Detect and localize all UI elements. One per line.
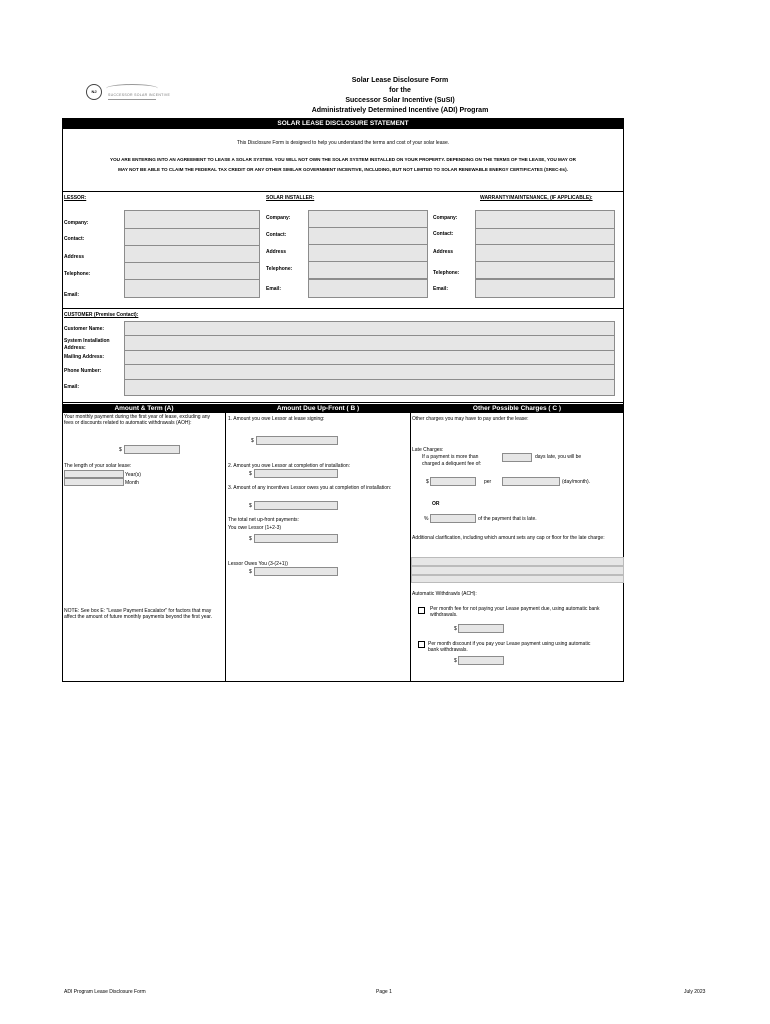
lessor-company-field[interactable] [124, 210, 260, 229]
col-b-item1: 1. Amount you owe Lessor at lease signing: [228, 416, 325, 422]
late-line-2: charged a deliquent fee of: [422, 461, 482, 467]
title-line-2: for the [389, 87, 411, 94]
percent-text: of the payment that is late. [478, 516, 537, 522]
installer-company-field[interactable] [308, 210, 428, 228]
intro-purpose: This Disclosure Form is designed to help you understand the terms and cost of your solar lease. [236, 140, 450, 146]
col-b-item2: 2. Amount you owe Lessor at completion of installation: [228, 463, 351, 469]
installation-label-2: Address: [64, 345, 86, 351]
customer-email-label: Email: [64, 384, 80, 390]
col-b-owes-dollar: $ [249, 569, 252, 575]
col-b-item3: 3. Amount of any incentives Lessor owes you at completion of installation: [228, 485, 392, 491]
col-b-total-line1: The total net up-front payments: [228, 517, 299, 523]
clarification-row-2[interactable] [411, 566, 624, 575]
warranty-contact-label: Contact: [433, 231, 454, 237]
additional-clarification: Additional clarification, including which amount sets any cap or floor for the late charge: [412, 535, 605, 541]
late-line-1: If a payment is more than [422, 454, 479, 460]
years-label: Year(s) [125, 472, 141, 478]
ach-fee-text: Per month fee for not paying your Lease payment due, using automatic bank withdrawals. [430, 606, 600, 618]
lessor-address-label: Address [64, 254, 85, 260]
monthly-payment-field[interactable] [124, 445, 180, 454]
lease-length-label: The length of your solar lease: [64, 463, 132, 469]
total-upfront-field[interactable] [254, 534, 338, 543]
item2-amount-field[interactable] [254, 469, 338, 478]
title-line-1: Solar Lease Disclosure Form [351, 77, 449, 84]
lessor-contact-field[interactable] [124, 228, 260, 246]
installer-email-field[interactable] [308, 279, 428, 298]
logo-text: SUCCESSOR SOLAR INCENTIVE [108, 93, 171, 97]
col-a-dollar: $ [119, 447, 122, 453]
installer-telephone-field[interactable] [308, 261, 428, 279]
lessor-company-label: Company: [64, 220, 89, 226]
warranty-company-field[interactable] [475, 210, 615, 229]
col-divider-bc [410, 404, 411, 682]
lessor-email-label: Email: [64, 292, 80, 298]
late-percent-field[interactable] [430, 514, 476, 523]
clarification-row-3[interactable] [411, 575, 624, 583]
installer-address-field[interactable] [308, 244, 428, 262]
warranty-contact-field[interactable] [475, 228, 615, 245]
lessor-email-field[interactable] [124, 279, 260, 298]
clarification-row-1[interactable] [411, 557, 624, 566]
late-fee-dollar: $ [426, 479, 429, 485]
col-b-header: Amount Due Up-Front ( B ) [226, 404, 410, 413]
item1-amount-field[interactable] [256, 436, 338, 445]
ach-fee-field[interactable] [458, 624, 504, 633]
installer-telephone-label: Telephone: [266, 266, 293, 272]
phone-number-label: Phone Number: [64, 368, 102, 374]
intro-warning-2: MAY NOT BE ABLE TO CLAIM THE FEDERAL TAX CREDIT OR ANY OTHER SIMILAR GOVERNMENT INCENTIVE, INCLUDING, BUT NOT LIMITED TO SOLAR RENEWABLE ENERGY CERTIFICATES (SREC-IIs). [118, 167, 568, 172]
ach-fee-checkbox[interactable] [418, 607, 425, 614]
lease-months-field[interactable] [64, 478, 124, 486]
late-fee-field[interactable] [430, 477, 476, 486]
col-b-owes-you: Lessor Owes You (3-(2+1)) [228, 561, 288, 567]
ach-discount-dollar: $ [454, 658, 457, 664]
lease-years-field[interactable] [64, 470, 124, 478]
lessor-heading: LESSOR: [64, 195, 87, 201]
ach-discount-text: Per month discount if you pay your Lease payment using using automatic bank withdrawals. [428, 641, 591, 653]
col-divider-ab [225, 404, 226, 682]
logo-underline [108, 99, 156, 100]
installer-address-label: Address [266, 249, 287, 255]
col-a-note: NOTE: See box E: "Lease Payment Escalator" for factors that may affect the amount of future monthly payments beyond the first year. [64, 608, 213, 620]
warranty-email-label: Email: [433, 286, 449, 292]
percent-sign: % [424, 516, 429, 522]
customer-name-label: Customer Name: [64, 326, 105, 332]
mailing-address-field[interactable] [124, 350, 615, 365]
mailing-address-label: Mailing Address: [64, 354, 105, 360]
col-b-total-line2: You owe Lessor (1+2-3) [228, 525, 282, 531]
footer-center: Page 1 [376, 989, 392, 995]
installer-heading: SOLAR INSTALLER: [266, 195, 315, 201]
lessor-owes-field[interactable] [254, 567, 338, 576]
phone-number-field[interactable] [124, 364, 615, 380]
per-label: per [484, 479, 492, 485]
installer-email-label: Email: [266, 286, 282, 292]
or-label: OR [432, 501, 440, 507]
lessor-contact-label: Contact: [64, 236, 85, 242]
lessor-address-field[interactable] [124, 245, 260, 263]
intro-warning-1: YOU ARE ENTERING INTO AN AGREEMENT TO LEASE A SOLAR SYSTEM. YOU WILL NOT OWN THE SOLAR SYSTEM INSTALLED ON YOUR PROPERTY. DEPENDING ON THE TERMS OF THE LEASE, YOU MAY OR [110, 157, 576, 162]
day-month-label: (day/month). [562, 479, 591, 485]
col-c-intro: Other charges you may have to pay under the lease: [412, 416, 529, 422]
month-label: Month [125, 480, 139, 486]
customer-name-field[interactable] [124, 321, 615, 336]
title-line-4: Administratively Determined Incentive (ADI) Program [311, 107, 489, 114]
installation-label-1: System Installation [64, 338, 110, 344]
col-b-total-dollar: $ [249, 536, 252, 542]
warranty-address-label: Address [433, 249, 454, 255]
lessor-telephone-field[interactable] [124, 262, 260, 280]
col-c-header: Other Possible Charges ( C ) [410, 404, 624, 413]
lessor-telephone-label: Telephone: [64, 271, 91, 277]
col-a-header: Amount & Term (A) [62, 404, 226, 413]
installer-contact-label: Contact: [266, 232, 287, 238]
customer-heading: CUSTOMER (Premise Contact): [64, 312, 139, 318]
item3-amount-field[interactable] [254, 501, 338, 510]
ach-discount-field[interactable] [458, 656, 504, 665]
ach-heading: Automatic Withdrawls (ACH): [412, 591, 477, 597]
warranty-telephone-field[interactable] [475, 261, 615, 279]
col-b-item2-dollar: $ [249, 471, 252, 477]
warranty-address-field[interactable] [475, 244, 615, 262]
late-charges-heading: Late Charges: [412, 447, 444, 453]
warranty-heading: WARRANTY/MAINTENANCE, (IF APPLICABLE): [480, 195, 593, 201]
customer-email-field[interactable] [124, 379, 615, 396]
ach-fee-dollar: $ [454, 626, 457, 632]
col-a-monthly-text: Your monthly payment during the first year of lease, excluding any fees or discounts related to automatic withdrawals (AOH): [64, 414, 211, 426]
installation-address-field[interactable] [124, 335, 615, 351]
late-days-field[interactable] [502, 453, 532, 462]
seal-icon: NJ [86, 84, 102, 100]
late-line-1b: days late, you will be [535, 454, 582, 460]
col-b-item3-dollar: $ [249, 503, 252, 509]
footer-left: ADI Program Lease Disclosure Form [64, 989, 146, 995]
warranty-email-field[interactable] [475, 279, 615, 298]
statement-banner: SOLAR LEASE DISCLOSURE STATEMENT [62, 118, 624, 129]
warranty-company-label: Company: [433, 215, 458, 221]
footer-right: July 2023 [684, 989, 706, 995]
installer-company-label: Company: [266, 215, 291, 221]
late-period-field[interactable] [502, 477, 560, 486]
warranty-telephone-label: Telephone: [433, 270, 460, 276]
ach-discount-checkbox[interactable] [418, 641, 425, 648]
col-b-item1-dollar: $ [251, 438, 254, 444]
title-line-3: Successor Solar Incentive (SuSI) [345, 97, 455, 104]
installer-contact-field[interactable] [308, 227, 428, 245]
